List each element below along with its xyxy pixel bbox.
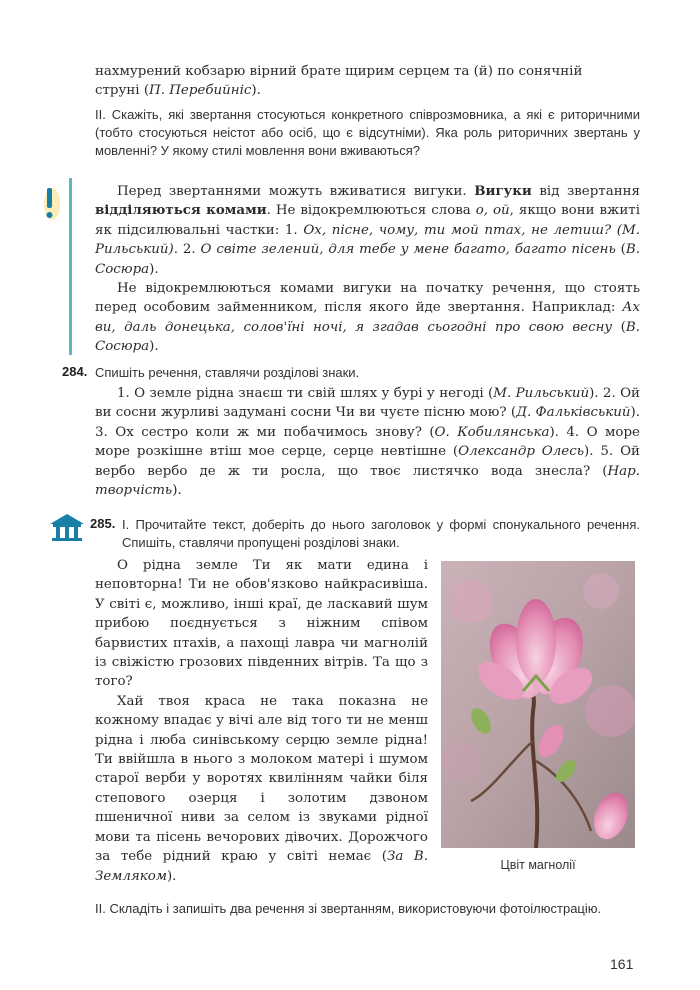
magnolia-photo bbox=[441, 561, 635, 848]
exclamation-icon bbox=[40, 186, 60, 222]
rule-bar bbox=[69, 178, 72, 355]
exercise-285-task: I. Прочитайте текст, доберіть до нього заголовок у формі спонукального речення. Спишіть, ставлячи пропущені розділові знаки. bbox=[122, 517, 640, 550]
exercise-285-task-ii: II. Складіть і запишіть два речення зі звертанням, використовуючи фотоілюстрацію. bbox=[95, 901, 602, 916]
task-ii: II. Скажіть, які звертання стосуються конкретного співрозмовника, а які є риторичними (тобто стосуються неістот або осіб, що є відсутніми). Яка роль риторичних звертань у мовленні? У якому стилі мовлення вони вживаються? bbox=[95, 107, 640, 158]
rule-text: Перед звертаннями можуть вживатися вигуки. Вигуки від звертання відділяються комами. Не відокремлюються слова о, ой, якщо вони вжиті як підсилювальні частки: 1. Ох, пісне, чому, ти мой птах, не летиш? (М. Рильський). 2. О світе зелений, для тебе у мене багато, багато пісень (В. Сосюра). Не відокремлюються комами вигуки на початку речення, що стоять перед особовим займенником, після якого йде звертання. Наприклад: Ах ви, даль донецька, солов'їні ночі, я згадав сьогодні про свою весну (В. Сосюра). bbox=[95, 183, 640, 355]
photo-caption: Цвіт магнолії bbox=[500, 858, 576, 872]
home-task-icon bbox=[48, 512, 86, 542]
exercise-284-task: Спишіть речення, ставлячи розділові знаки. bbox=[95, 365, 360, 380]
exercise-number-284: 284. bbox=[62, 364, 88, 379]
page-number: 161 bbox=[610, 956, 634, 972]
exercise-number-285: 285. bbox=[90, 516, 116, 531]
poem-continuation: нахмурений кобзарю вірний брате щирим серцем та (й) по сонячній струні (П. Перебийніс). bbox=[95, 64, 583, 99]
exercise-285-text: О рідна земле Ти як мати едина і неповторна! Ти не обов'язково найкрасивіша. У світі є, можливо, інші краї, де ласкавий шум прибою поєднується з ніжним співом барвистих птахів, а пахощі лавра чи магнолій із свіжістю грозових південних вітрів. Та що з того? Хай твоя краса не така показна не кожному впадає у вічі але від того ти не менш рідна і люба синівському серцю земле рідна! Ти ввійшла в нього з молоком матері і шумом старої верби у воротях квилінням чайки біля степового озерця і золотим дзвоном пшеничної ниви за селом із звуками рідної мови та пісень вечорових дівочих. Дорожчого за тебе рідний краю у світі немає (За В. Земляком). bbox=[95, 558, 428, 884]
exercise-284-body: 1. О земле рідна знаєш ти свій шлях у бурі у негоді (М. Рильський). 2. Ой ви сосни журливі задумані сосни Чи ви чуєте пісню мою? (Д. Фальківський). 3. Ох сестро коли ж ми побачимось знову? (О. Кобилянська). 4. О море море розкішне втіш мое серце, серце невтішне (Олександр Олесь). 5. Ой вербо вербо де ж ти росла, що твоє листячко вода знесла? (Нар. творчість). bbox=[95, 386, 640, 499]
